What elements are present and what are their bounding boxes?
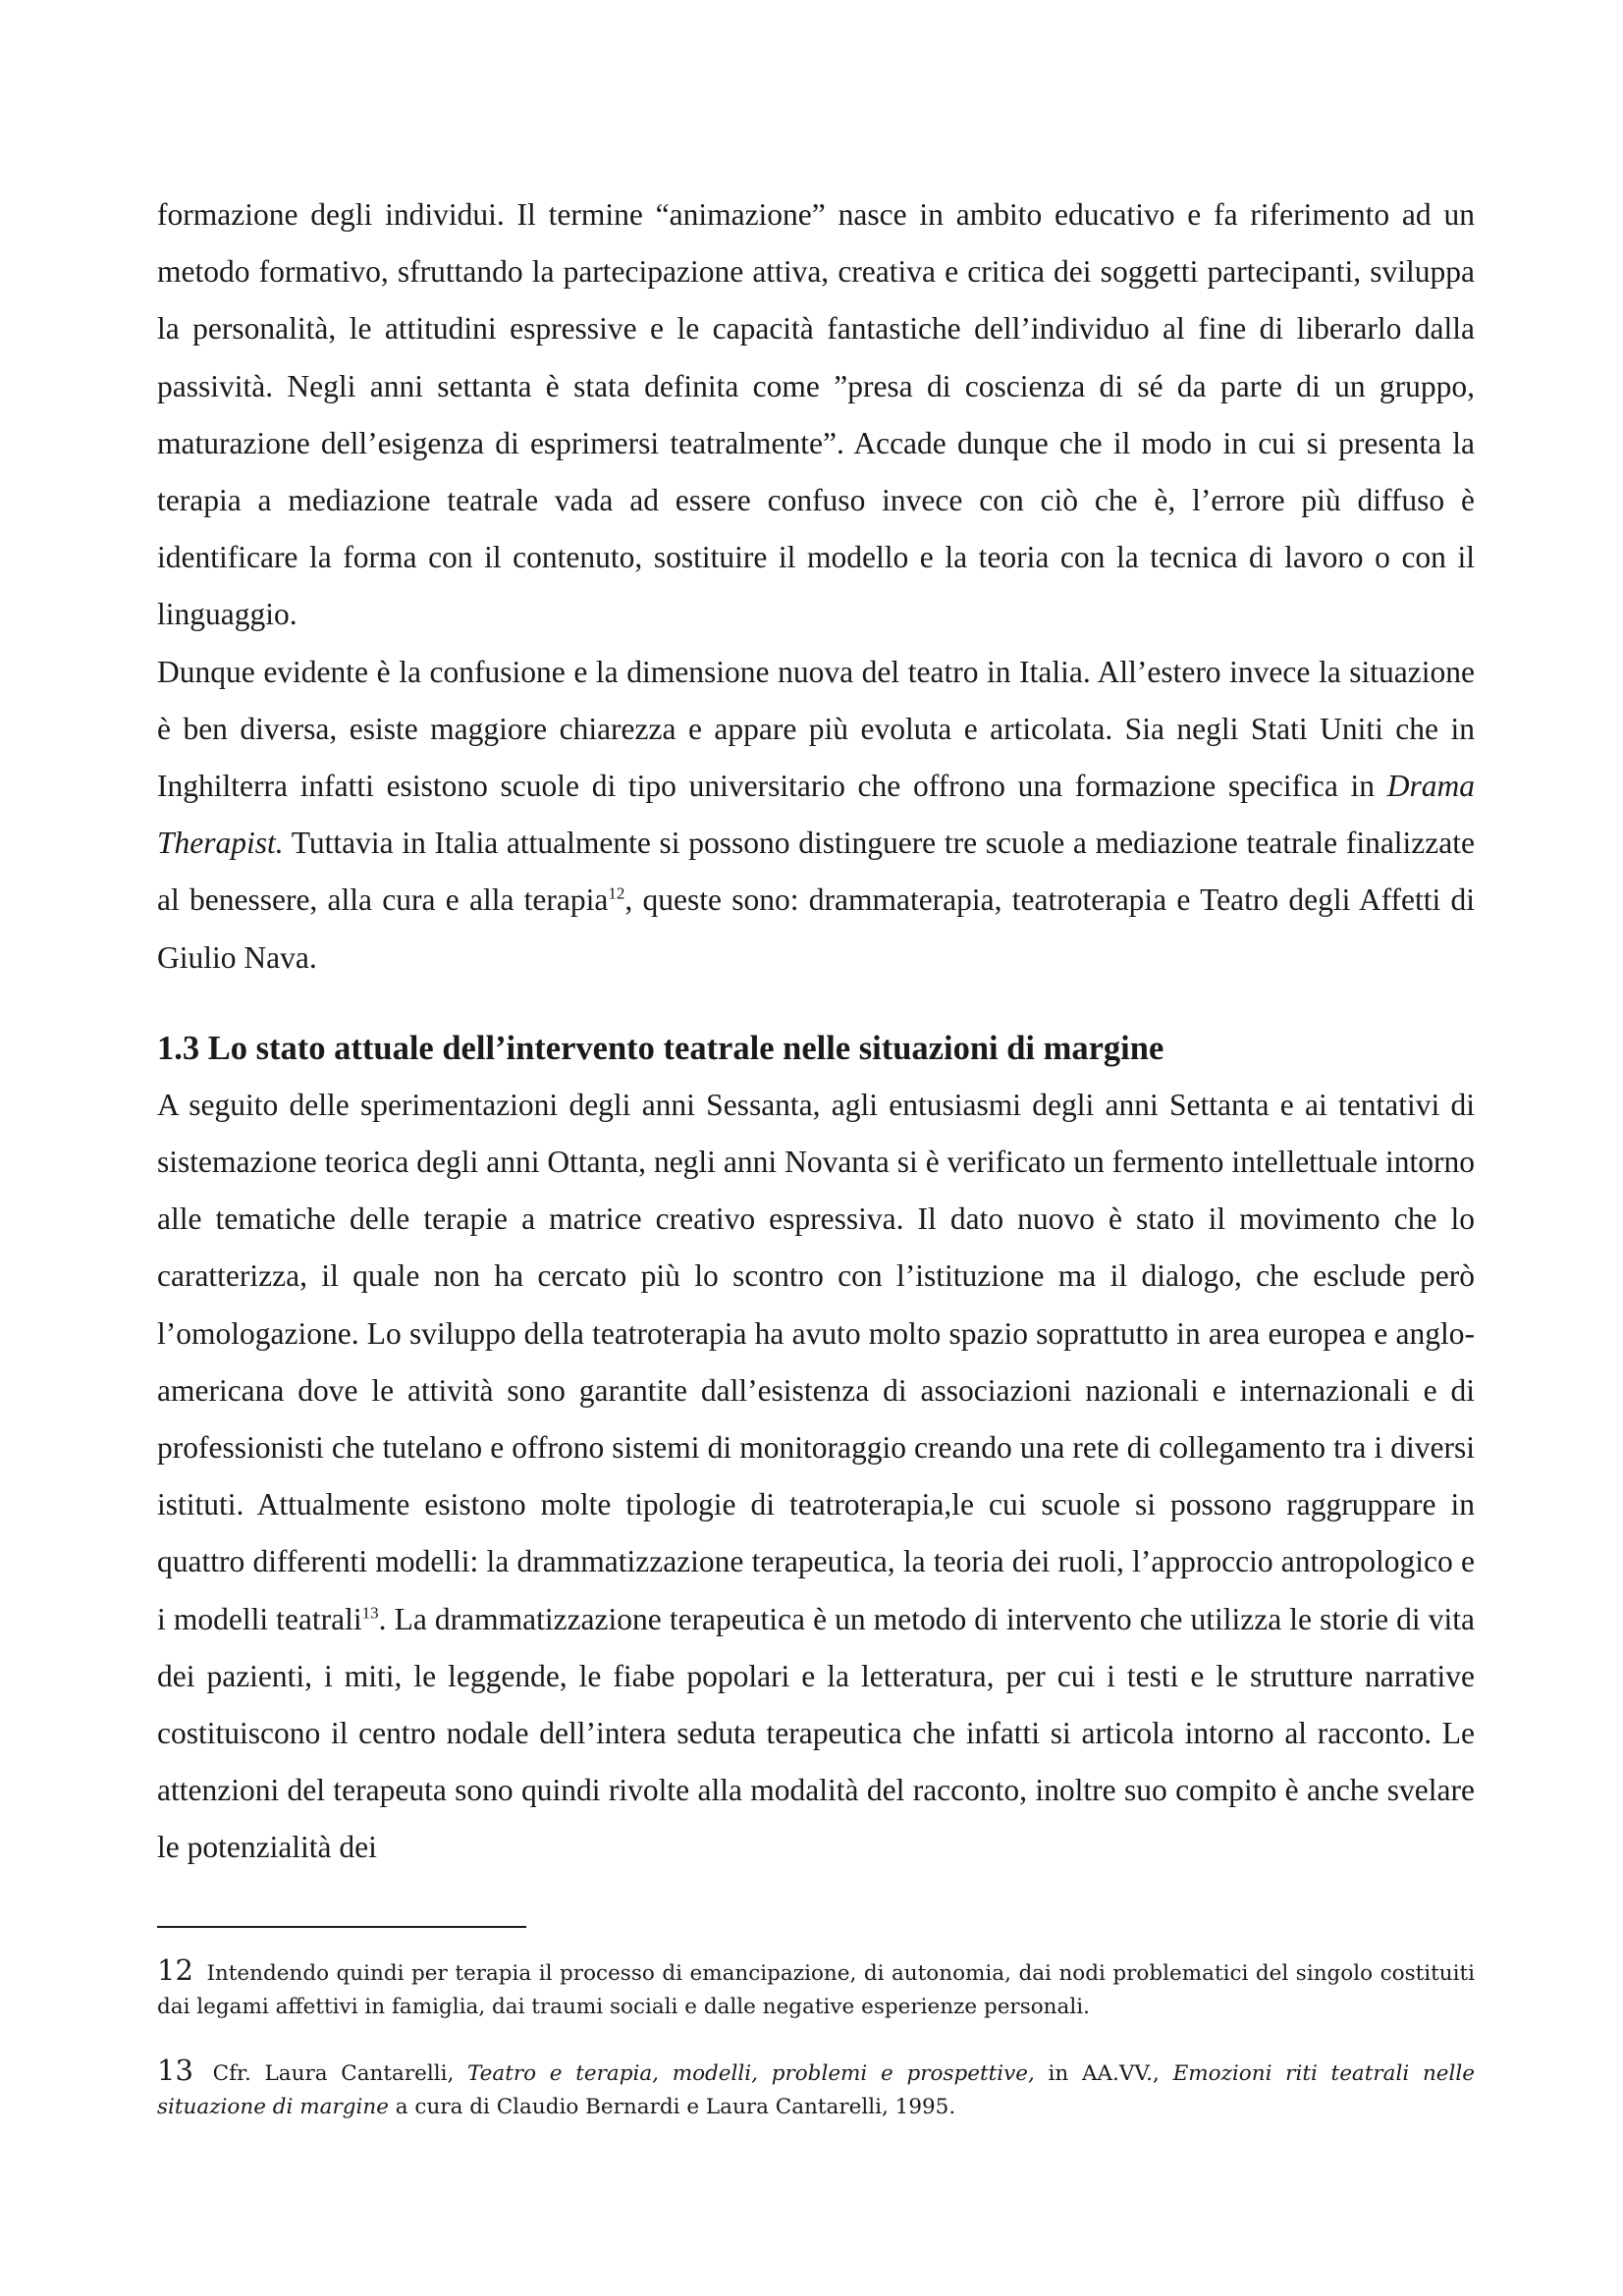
footnote-number: 13 [157,2054,193,2087]
footnote-text-c: a cura di Claudio Bernardi e Laura Cantarelli, 1995. [388,2095,956,2119]
drama-therapist-term: Drama Therapist. [157,769,1475,861]
footnote-title-b: Emozioni riti teatrali nelle situazione di margine [157,2061,1475,2119]
footnotes [157,1953,1475,2154]
paragraph-1 [157,187,1475,644]
footnote-13 [157,2054,1475,2124]
footnote-text-b: in AA.VV., [1034,2061,1173,2086]
footnote-ref-12[interactable]: 12 [608,883,625,903]
footnote-ref-13[interactable]: 13 [361,1603,379,1623]
paragraph-3 [157,1077,1475,1877]
paragraph-2-text-c: , queste sono: drammaterapia, teatroterapia e Teatro degli Affetti di Giulio Nava. [157,882,1475,975]
footnote-separator [157,1926,526,1928]
page-body [157,187,1475,1877]
paragraph-2-text-a: Dunque evidente è la confusione e la dimensione nuova del teatro in Italia. All’estero invece la situazione è ben diversa, esiste maggiore chiarezza e appare più evoluta e articolata. Sia negli Stati Uniti che in Inghilterra infatti esistono scuole di tipo universitario che offrono una formazione specifica in [157,654,1475,804]
footnote-text: Intendendo quindi per terapia il processo di emancipazione, di autonomia, dai nodi problematici del singolo costituiti dai legami affettivi in famiglia, dai traumi sociali e dalle negative esperienze personali. [157,1961,1476,2019]
paragraph-2 [157,644,1475,987]
footnote-title-a: Teatro e terapia, modelli, problemi e prospettive, [467,2061,1035,2086]
paragraph-3-text-a: A seguito delle sperimentazioni degli anni Sessanta, agli entusiasmi degli anni Settanta e ai tentativi di sistemazione teorica degli anni Ottanta, negli anni Novanta si è verificato un fermento intellettuale intorno alle tematiche delle terapie a matrice creativo espressiva. Il dato nuovo è stato il movimento che lo caratterizza, il quale non ha cercato più lo scontro con l’istituzione ma il dialogo, che esclude però l’omologazione. Lo sviluppo della teatroterapia ha avuto molto spazio soprattutto in area europea e anglo-americana dove le attività sono garantite dall’esistenza di associazioni nazionali e internazionali e di professionisti che tutelano e offrono sistemi di monitoraggio creando una rete di collegamento tra i diversi istituti. Attualmente esistono molte tipologie di teatroterapia,le cui scuole si possono raggruppare in quattro differenti modelli: la drammatizzazione terapeutica, la teoria dei ruoli, l’approccio antropologico e i modelli teatrali [157,1087,1475,1636]
footnote-12 [157,1953,1475,2024]
paragraph-1-text: formazione degli individui. Il termine “animazione” nasce in ambito educativo e fa riferimento ad un metodo formativo, sfruttando la partecipazione attiva, creativa e critica dei soggetti partecipanti, sviluppa la personalità, le attitudini espressive e le capacità fantastiche dell’individuo al fine di liberarlo dalla passività. Negli anni settanta è stata definita come ”presa di coscienza di sé da parte di un gruppo, maturazione dell’esigenza di esprimersi teatralmente”. Accade dunque che il modo in cui si presenta la terapia a mediazione teatrale vada ad essere confuso invece con ciò che è, l’errore più diffuso è identificare la forma con il contenuto, sostituire il modello e la teoria con la tecnica di lavoro o con il linguaggio. [157,197,1475,632]
paragraph-2-text-b: Tuttavia in Italia attualmente si possono distinguere tre scuole a mediazione teatrale finalizzate al benessere, alla cura e alla terapia [157,826,1475,918]
section-title: 1.3 Lo stato attuale dell’intervento teatrale nelle situazioni di margine [157,1029,1164,1067]
footnote-text-a: Cfr. Laura Cantarelli, [212,2061,468,2086]
footnote-number: 12 [157,1953,193,1987]
paragraph-3-text-b: . La drammatizzazione terapeutica è un metodo di intervento che utilizza le storie di vita dei pazienti, i miti, le leggende, le fiabe popolari e la letteratura, per cui i testi e le strutture narrative costituiscono il centro nodale dell’intera seduta terapeutica che infatti si articola intorno al racconto. Le attenzioni del terapeuta sono quindi rivolte alla modalità del racconto, inoltre suo compito è anche svelare le potenzialità dei [157,1601,1475,1865]
